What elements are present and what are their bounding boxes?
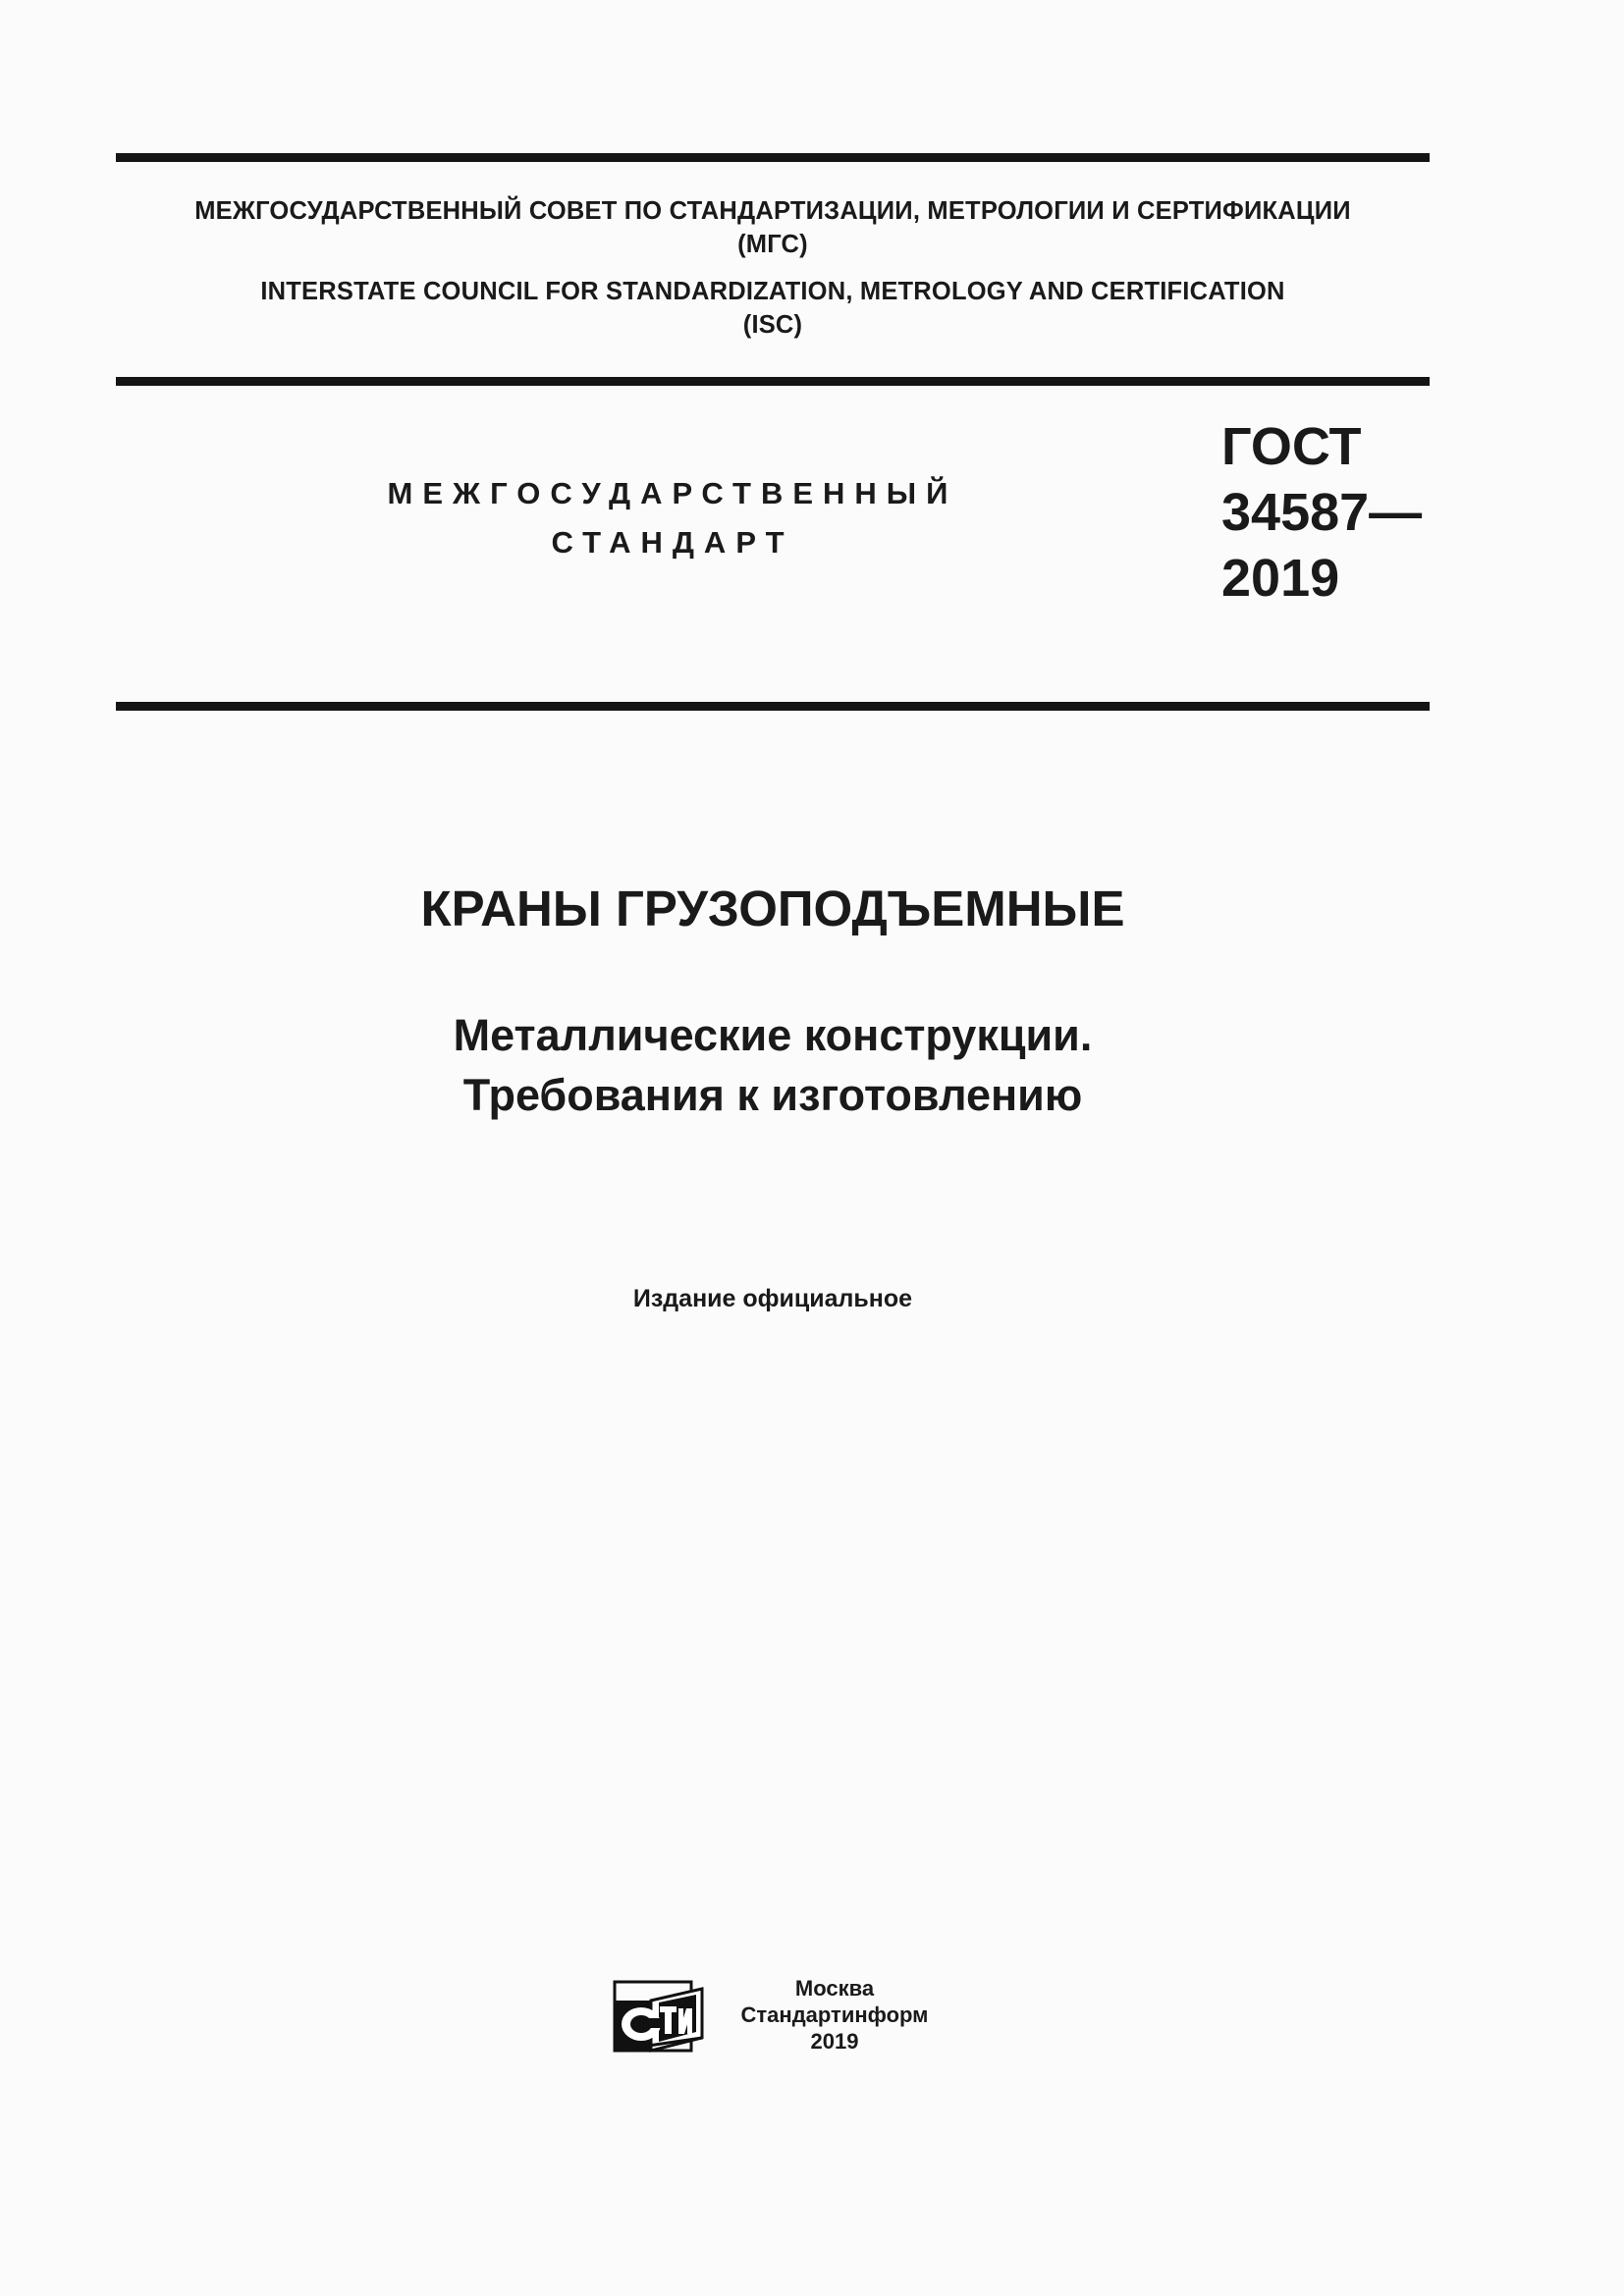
publisher-city: Москва [794,1976,875,2001]
council-name-ru: МЕЖГОСУДАРСТВЕННЫЙ СОВЕТ ПО СТАНДАРТИЗАЦИИ, МЕТРОЛОГИИ И СЕРТИФИКАЦИИ [194,197,1351,225]
standartinform-logo-icon [612,1979,706,2054]
publisher-imprint [715,1975,954,2055]
gost-designation [1221,414,1422,612]
council-header [116,194,1430,342]
top-rule [116,153,1430,162]
publisher-year: 2019 [810,2029,859,2054]
standard-kind-line-1: МЕЖГОСУДАРСТВЕННЫЙ [387,476,958,510]
document-title: КРАНЫ ГРУЗОПОДЪЕМНЫЕ [420,881,1125,936]
bottom-rule [116,702,1430,711]
gost-label: ГОСТ [1221,417,1362,476]
council-abbr-en: (ISC) [742,311,803,339]
council-name-en: INTERSTATE COUNCIL FOR STANDARDIZATION, METROLOGY AND CERTIFICATION [260,278,1285,305]
subtitle-line-2: Требования к изготовлению [462,1070,1083,1120]
council-abbr-ru: (МГС) [737,231,808,258]
publisher-name: Стандартинформ [740,2002,929,2027]
edition-note: Издание официальное [632,1285,913,1312]
document-subtitle [116,1005,1430,1125]
standard-kind [295,469,1051,567]
standard-kind-line-2: СТАНДАРТ [551,525,794,560]
gost-year: 2019 [1221,549,1340,608]
gost-number: 34587— [1221,483,1423,542]
subtitle-line-1: Металлические конструкции. [453,1010,1093,1060]
middle-rule [116,377,1430,386]
